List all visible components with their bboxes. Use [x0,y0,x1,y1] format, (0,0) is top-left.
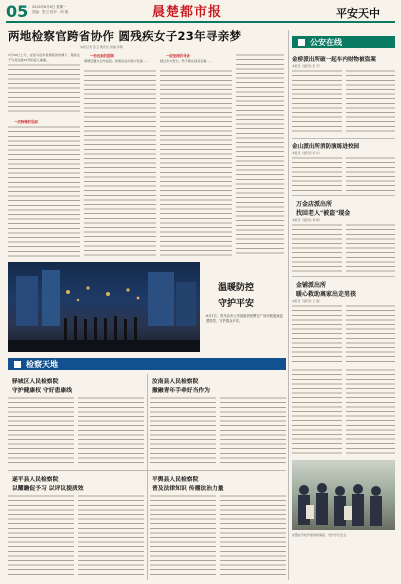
bottom-story-1-headline: 驿城区人民检察院 [12,379,59,385]
text-lines [84,69,156,257]
divider [292,195,395,196]
crowd-photo [292,460,395,530]
text-lines [236,53,284,257]
text-lines [292,368,342,456]
lead-subhead-2: 一份迟来的团圆 [90,54,114,58]
text-lines [78,494,144,578]
masthead [0,0,401,22]
date-line: 2024年6月6日 星期一 [32,5,67,9]
text-lines [150,494,216,578]
right-story-4-headline: 金铺派出所 [296,282,327,289]
text-lines [346,304,395,364]
bottom-story-4-headline: 平舆县人民检察院 [152,477,199,483]
text-lines [346,368,395,456]
text-lines [150,396,216,466]
text-lines [220,494,286,578]
lead-col2-intro: 事情还要从去年说起。检察官在办案中发现…… [84,59,149,63]
text-lines [220,396,286,466]
divider-vertical [147,374,148,580]
right-story-2-headline: 金山派出所消防演练进校园 [292,144,360,150]
right-story-1-headline: 金桥派出所破一起车内财物被盗案 [292,57,376,63]
text-lines [8,125,80,257]
right-story-4-byline: 本报讯（通讯员 王 强） [292,299,322,303]
lead-subhead-1: 一次特殊的见面 [14,120,38,124]
masthead-rule [6,21,395,23]
photo-caption: 6月1日，驻马店市公安局组织民警在广场开展夜间巡逻防控，守护群众平安。 [206,314,283,323]
right-story-4-headline-2: 暖心救助离家出走男孩 [296,291,357,298]
bottom-story-3-headline: 遂平县人民检察院 [12,477,59,483]
crowd-graphic [292,460,395,530]
right-story-3-headline-2: 找回老人"被盗"现金 [296,210,351,217]
column-divider [288,30,289,580]
section-title: 平安天中 [336,7,380,20]
lead-col1-intro: 5月28日上午，在驻马店市检察院的协调下，残疾女子与其失散23年的家人重逢。 [8,53,80,62]
band-square-icon [14,361,21,368]
police-online-band [292,36,395,48]
text-lines [346,223,395,273]
lead-column-3 [160,53,232,257]
text-lines [8,63,80,115]
text-lines [292,304,342,364]
right-story-3-byline: 本报讯（通讯员 刘 明） [292,218,322,222]
text-lines [8,396,74,466]
text-lines [346,69,395,135]
lead-col3-intro: 经过多方努力，终于联系到其亲属…… [160,59,213,63]
bottom-story-4-headline-2: 普及法律知识 传播法治力量 [152,486,224,492]
night-photo [8,262,200,352]
right-story-3-headline: 万金店派出所 [296,201,333,208]
lead-subhead-3: 一段坚持的寻亲 [166,54,190,58]
right-story-1-byline: 本报讯（通讯员 张 平） [292,64,322,68]
lead-byline: 本报记者 张卫 通讯员 何瑞 李明 [80,45,123,49]
text-lines [160,69,232,257]
crowd-photo-caption: 民警在学校开展消防演练，守护学生安全。 [292,533,350,537]
photo-title-1: 温暖防控 [218,283,255,293]
page-number: 05 [6,2,29,21]
photo-title-2: 守护平安 [218,299,255,309]
procuratorate-band [8,358,286,370]
band-square-icon [298,39,305,46]
divider [292,276,395,277]
bottom-story-2-headline-2: 撤融青年手牵好当作为 [152,388,210,394]
text-lines [78,396,144,466]
text-lines [292,156,342,192]
lead-headline: 两地检察官跨省协作 圆残疾女子23年寻亲梦 [8,29,242,43]
procuratorate-label: 检察天地 [26,360,58,369]
bottom-story-2-headline: 汝南县人民检察院 [152,379,199,385]
lead-column-4 [236,53,284,257]
night-scene-graphic [8,262,200,352]
right-story-2-byline: 本报讯（通讯员 李 华） [292,151,322,155]
lead-column-1 [8,53,80,257]
lead-column-2 [84,53,156,257]
bottom-story-1-headline-2: 守护健康权 守好患康线 [12,388,72,394]
police-online-label: 公安在线 [310,38,342,47]
text-lines [292,69,342,135]
editor-line: 责编：张卫 校对：何 瑞 [32,10,69,14]
text-lines [346,156,395,192]
text-lines [8,494,74,578]
bottom-story-3-headline-2: 以耀瞻促予习 以评议提质效 [12,486,84,492]
divider [292,138,395,139]
text-lines [292,223,342,273]
logo: 晨楚都市报 [152,5,223,20]
